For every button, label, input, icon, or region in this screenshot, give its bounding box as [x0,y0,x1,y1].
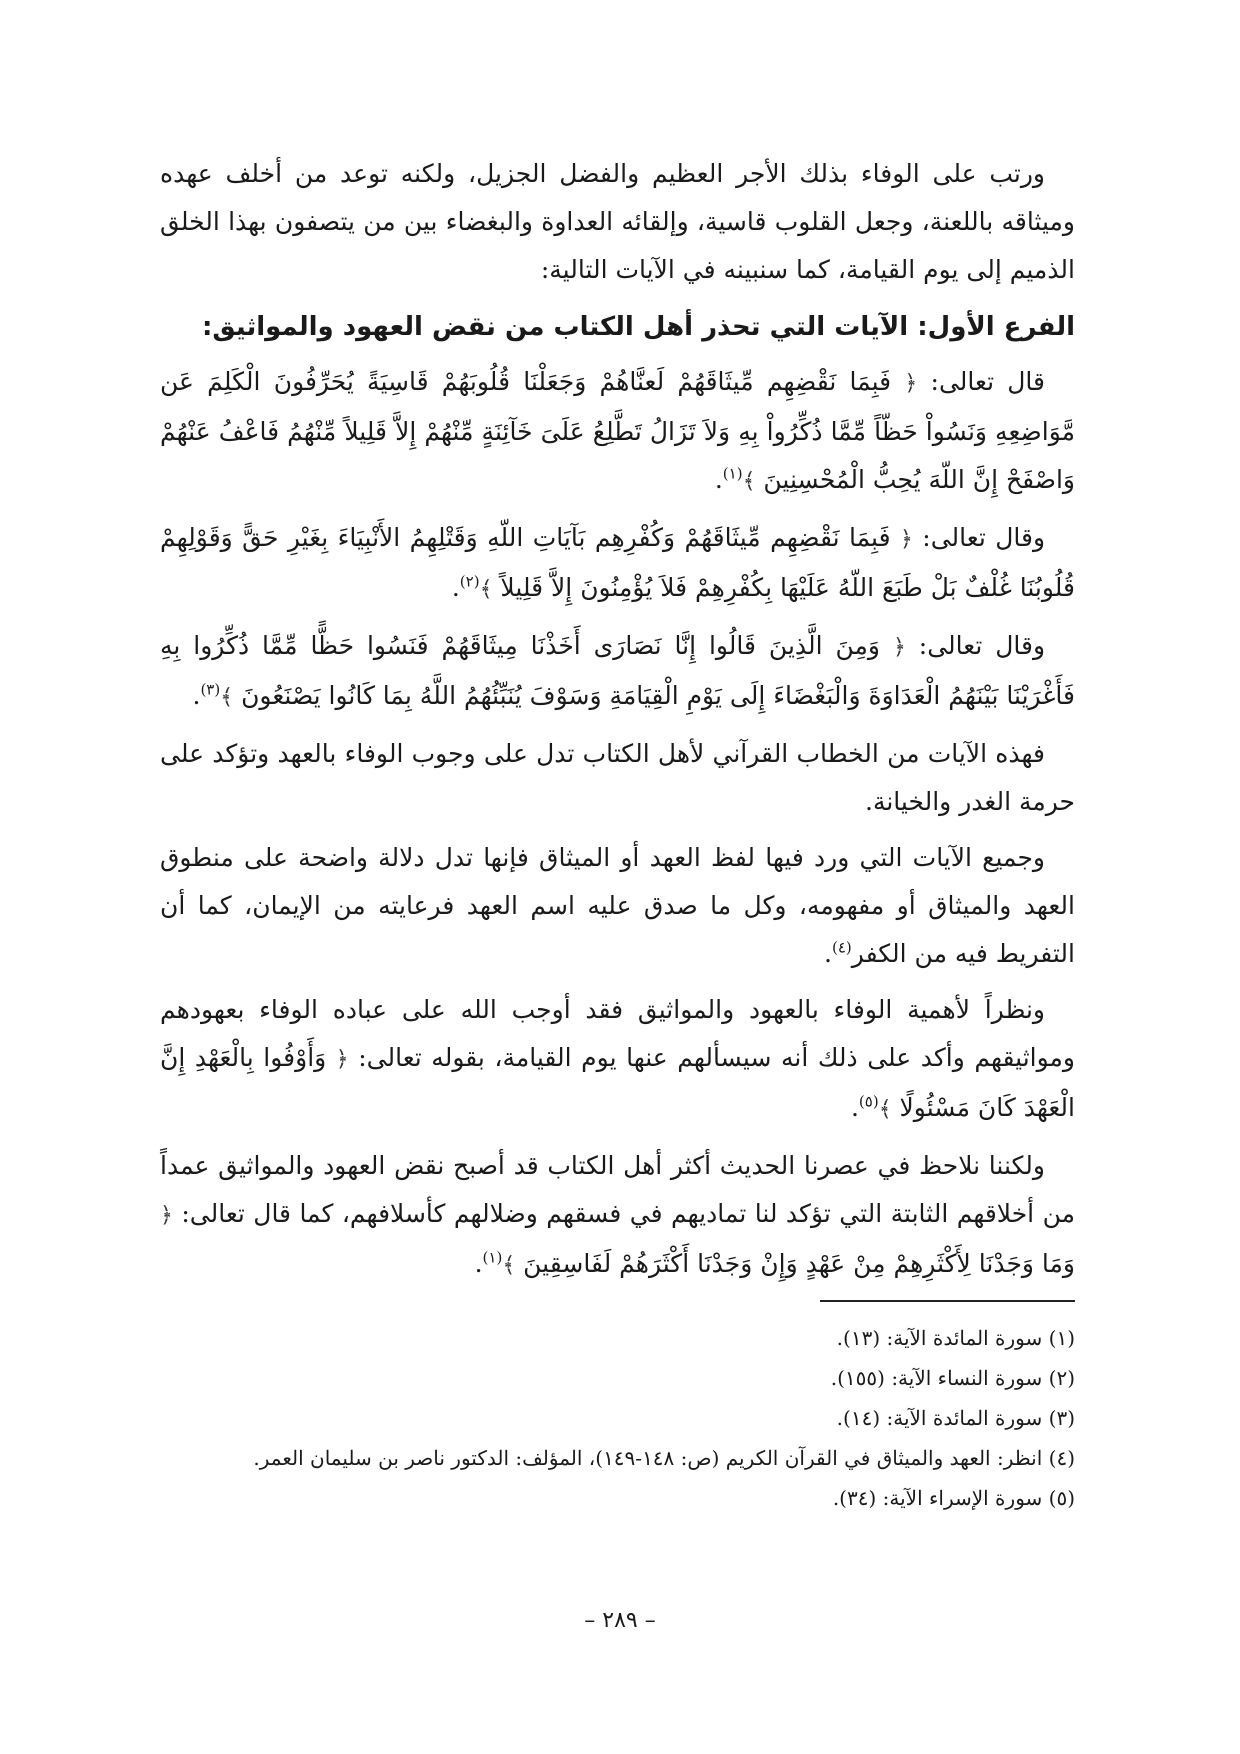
verse-paragraph-2 [160,514,1075,614]
verse-close-bracket: ﴾ [878,1097,892,1122]
intro-text: ورتب على الوفاء بذلك الأجر العظيم والفضل الجزيل، ولكنه توعد من أخلف عهده وميثاقه باللعنة، وجعل القلوب قاسية، وإلقائه العداوة والبغضاء بين من يتصفون بهذا الخلق الذميم إلى يوم القيامة، كما سنبينه في الآيات التالية: [160,159,1075,284]
sentence-end: . [850,1093,859,1122]
verse-open-bracket: ﴿ [899,527,913,552]
verse-text: فَبِمَا نَقْضِهِم مِّيثَاقَهُمْ وَكُفْرِهِم بَآيَاتِ اللّهِ وَقَتْلِهِمُ الأَنْبِيَاءَ بِغَيْرِ حَقًّ وَقَوْلِهِمْ قُلُوبُنَا غُلْفٌ بَلْ طَبَعَ اللّهُ عَلَيْهَا بِكُفْرِهِمْ فَلاَ يُؤْمِنُونَ إِلاَّ قَلِيلاً [160,523,1075,602]
footnote-item: (٣) سورة المائدة الآية: (١٤). [836,1406,1075,1430]
footnote-item: (٥) سورة الإسراء الآية: (٣٤). [832,1486,1075,1510]
verse-open-bracket: ﴿ [892,635,906,660]
verse-text: وَمِنَ الَّذِينَ قَالُوا إِنَّا نَصَارَى أَخَذْنَا مِيثَاقَهُمْ فَنَسُوا حَظًّا مِّمَّا ذُكِّرُوا بِهِ فَأَغْرَيْنَا بَيْنَهُمُ الْعَدَاوَةَ وَالْبَغْضَاءَ إِلَى يَوْمِ الْقِيَامَةِ وَسَوْفَ يُنَبِّئُهُمُ اللَّهُ بِمَا كَانُوا يَصْنَعُونَ [160,631,1075,710]
verse-open-bracket: ﴿ [904,371,918,396]
footnotes [160,1318,1075,1518]
sentence-end: . [824,939,832,968]
footnote-ref[interactable]: (٢) [459,572,480,591]
verse-close-bracket: ﴾ [220,685,234,710]
body-paragraph-3 [160,986,1075,1134]
sentence-end: . [474,1249,483,1278]
verse-paragraph-1 [160,358,1075,506]
body-paragraph-1 [160,730,1075,826]
verse-lead: وقال تعالى: [922,523,1046,552]
verse-lead: قال تعالى: [930,367,1045,396]
footnote-ref[interactable]: (١) [482,1248,503,1267]
body-paragraph-2 [160,834,1075,978]
verse-lead: وقال تعالى: [918,631,1046,660]
verse-close-bracket: ﴾ [502,1253,516,1278]
verse-text: وَأَوْفُوا بِالْعَهْدِ إِنَّ الْعَهْدَ كَانَ مَسْئُولًا [160,1043,1075,1122]
footnote-item: (٢) سورة النساء الآية: (١٥٥). [830,1366,1075,1390]
footnote-ref[interactable]: (٥) [858,1092,879,1111]
verse-paragraph-3 [160,622,1075,722]
footnote-item: (٤) انظر: العهد والميثاق في القرآن الكريم (ص: ١٤٨-١٤٩)، المؤلف: الدكتور ناصر بن سليمان العمر. [253,1446,1075,1470]
body-paragraph-4 [160,1142,1075,1290]
sentence-end: . [192,681,201,710]
footnote-ref[interactable]: (٣) [200,680,221,699]
page-number: – ٢٨٩ – [584,1608,656,1633]
footnote-ref[interactable]: (٤) [832,938,852,957]
body-text: وجميع الآيات التي ورد فيها لفظ العهد أو الميثاق فإنها تدل دلالة واضحة على منطوق العهد والميثاق أو مفهومه، وكل ما صدق عليه اسم العهد فرعايته من الإيمان، كما أن التفريط فيه من الكفر [160,843,1075,968]
verse-close-bracket: ﴾ [742,469,756,494]
body-text: ونظراً لأهمية الوفاء بالعهود والمواثيق فقد أوجب الله على عباده الوفاء بعهودهم ومواثيقهم وأكد على ذلك أنه سيسألهم عنها يوم القيامة، بقوله تعالى: [160,995,1076,1072]
sentence-end: . [714,465,723,494]
verse-text: فَبِمَا نَقْضِهِم مِّيثَاقَهُمْ لَعنَّاهُمْ وَجَعَلْنَا قُلُوبَهُمْ قَاسِيَةً يُحَرِّفُونَ الْكَلِمَ عَن مَّوَاضِعِهِ وَنَسُواْ حَظّاً مِّمَّا ذُكِّرُواْ بِهِ وَلاَ تَزَالُ تَطَّلِعُ عَلَىَ خَآئِنَةٍ مِّنْهُمْ إِلاَّ قَلِيلاً مِّنْهُمُ فَاعْفُ عَنْهُمْ وَاصْفَحْ إِنَّ اللّهَ يُحِبُّ الْمُحْسِنِينَ [160,367,1075,494]
footnote-ref[interactable]: (١) [722,464,743,483]
body-text: فهذه الآيات من الخطاب القرآني لأهل الكتاب تدل على وجوب الوفاء بالعهد وتؤكد على حرمة الغدر والخيانة. [160,739,1075,816]
verse-open-bracket: ﴿ [160,1203,173,1228]
page-body [160,150,1075,1298]
section-heading: الفرع الأول: الآيات التي تحذر أهل الكتاب من نقض العهود والمواثيق: [202,312,1075,342]
body-text: ولكننا نلاحظ في عصرنا الحديث أكثر أهل الكتاب قد أصبح نقض العهود والمواثيق عمداً من أخلاقهم الثابتة التي تؤكد لنا تماديهم في فسقهم وضلالهم كأسلافهم، كما قال تعالى: [160,1151,1075,1228]
sentence-end: . [451,573,460,602]
footnote-separator [820,1300,1075,1302]
verse-text: وَمَا وَجَدْنَا لِأَكْثَرِهِمْ مِنْ عَهْدٍ وَإِنْ وَجَدْنَا أَكْثَرَهُمْ لَفَاسِقِينَ [523,1249,1075,1278]
verse-open-bracket: ﴿ [335,1047,349,1072]
footnote-item: (١) سورة المائدة الآية: (١٣). [836,1326,1075,1350]
verse-close-bracket: ﴾ [479,577,493,602]
intro-paragraph [160,150,1075,294]
